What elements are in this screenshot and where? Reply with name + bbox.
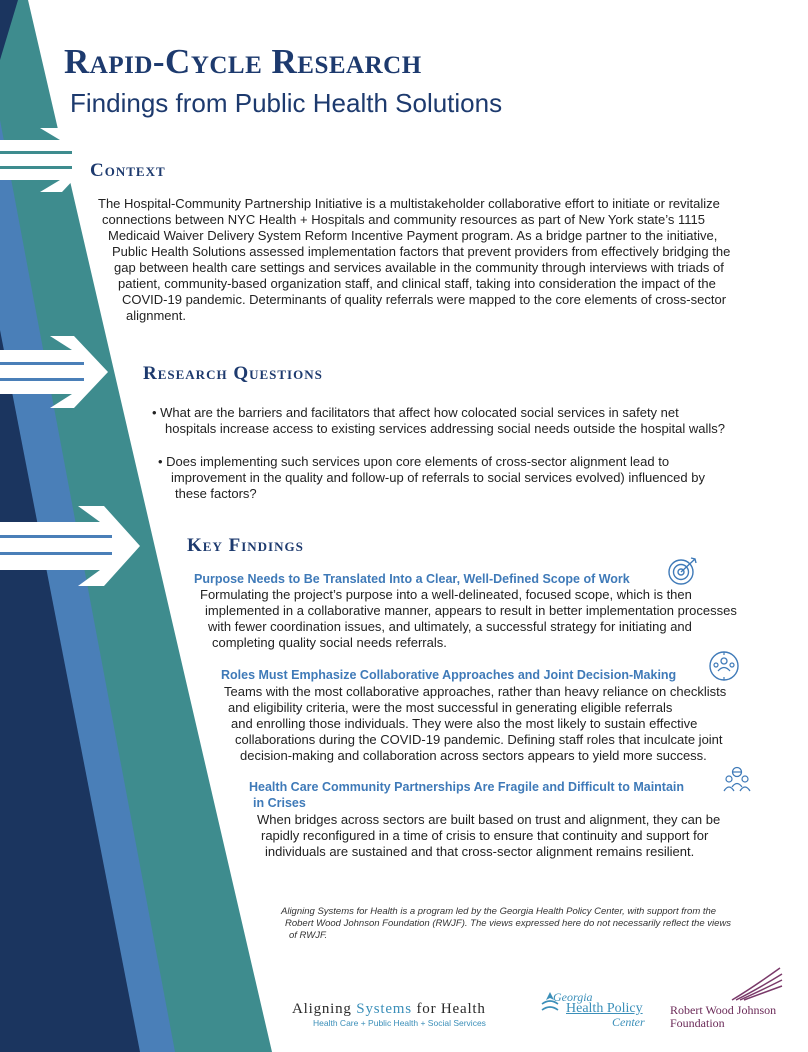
context-line: The Hospital-Community Partnership Initiative is a multistakeholder collaborative effort to initiate or revitalize	[98, 196, 720, 211]
question-line: • What are the barriers and facilitators that affect how colocated social services in safety net	[152, 405, 679, 420]
research-questions-heading: Research Questions	[143, 363, 323, 384]
target-icon	[666, 556, 700, 586]
team-icon	[707, 650, 741, 682]
finding-text-line: individuals are sustained and that cross-sector alignment remains resilient.	[265, 844, 695, 859]
finding-title: Roles Must Emphasize Collaborative Approaches and Joint Decision-Making	[221, 668, 677, 682]
footnote-line: Aligning Systems for Health is a program led by the Georgia Health Policy Center, with support from the	[281, 906, 717, 917]
aligning-systems-tagline: Health Care + Public Health + Social Services	[313, 1018, 486, 1028]
finding-title: Health Care Community Partnerships Are Fragile and Difficult to Maintain	[249, 780, 685, 794]
finding-text-line: completing quality social needs referrals.	[212, 635, 447, 650]
rwjf-wing-icon	[728, 966, 784, 1002]
page-title: Rapid-Cycle Research	[64, 42, 422, 81]
question-line: hospitals increase access to existing services addressing social needs outside the hospital walls?	[165, 421, 726, 436]
page-subtitle: Findings from Public Health Solutions	[70, 88, 503, 118]
rwjf-logo-line: Robert Wood Johnson	[670, 1003, 777, 1017]
finding-title: in Crises	[253, 796, 306, 810]
context-line: connections between NYC Health + Hospitals and community resources as part of New York state’s 1115	[102, 212, 706, 227]
finding-text-line: implemented in a collaborative manner, appears to result in better implementation processes	[205, 603, 737, 618]
context-heading: Context	[90, 160, 166, 181]
finding-text-line: When bridges across sectors are built based on trust and alignment, they can be	[257, 812, 721, 827]
ghpc-logo-line: Health Policy	[566, 1001, 643, 1016]
aligning-systems-logo: Aligning Systems for Health	[292, 1001, 486, 1017]
finding-text-line: rapidly reconfigured in a time of crisis to ensure that continuity and support for	[261, 828, 709, 843]
people-icon	[722, 765, 752, 793]
context-line: COVID-19 pandemic. Determinants of quality referrals were mapped to the core elements of cross-sector	[122, 292, 727, 307]
context-line: Public Health Solutions assessed implementation factors that prevent providers from effectively bridging the	[112, 244, 731, 259]
question-line: improvement in the quality and follow-up of referrals to social services evolved) influenced by	[171, 470, 705, 485]
finding-text-line: Teams with the most collaborative approaches, rather than heavy reliance on checklists	[224, 684, 727, 699]
context-line: Medicaid Waiver Delivery System Reform Incentive Payment program. As a bridge partner to the initiative,	[108, 228, 718, 243]
finding-text-line: with fewer coordination issues, and ultimately, a successful strategy for initiating and	[208, 619, 692, 634]
finding-text-line: Formulating the project’s purpose into a well-delineated, focused scope, which is then	[200, 587, 692, 602]
finding-text-line: and eligibility criteria, were the most successful in generating eligible referrals	[228, 700, 673, 715]
question-line: these factors?	[175, 486, 257, 501]
finding-title: Purpose Needs to Be Translated Into a Clear, Well-Defined Scope of Work	[194, 572, 630, 586]
context-line: alignment.	[126, 308, 186, 323]
finding-text-line: decision-making and collaboration across sectors appears to yield more success.	[240, 748, 707, 763]
question-line: • Does implementing such services upon core elements of cross-sector alignment lead to	[158, 454, 670, 469]
finding-text-line: and enrolling those individuals. They were also the most likely to sustain effective	[231, 716, 698, 731]
footnote-line: Robert Wood Johnson Foundation (RWJF). The views expressed here do not necessarily reflect the views	[285, 918, 732, 929]
ghpc-logo-line: Center	[612, 1015, 645, 1029]
finding-text-line: collaborations during the COVID-19 pandemic. Defining staff roles that inculcate joint	[235, 732, 723, 747]
rwjf-logo-line: Foundation	[670, 1016, 725, 1030]
ghpc-logo-line: Georgia	[553, 990, 593, 1004]
context-line: patient, community-based organization staff, and clinical staff, taking into consideration the impact of the	[118, 276, 716, 291]
footnote-line: of RWJF.	[289, 930, 328, 941]
context-line: gap between health care settings and services available in the community through interviews with triads of	[114, 260, 724, 275]
key-findings-heading: Key Findings	[187, 535, 304, 556]
